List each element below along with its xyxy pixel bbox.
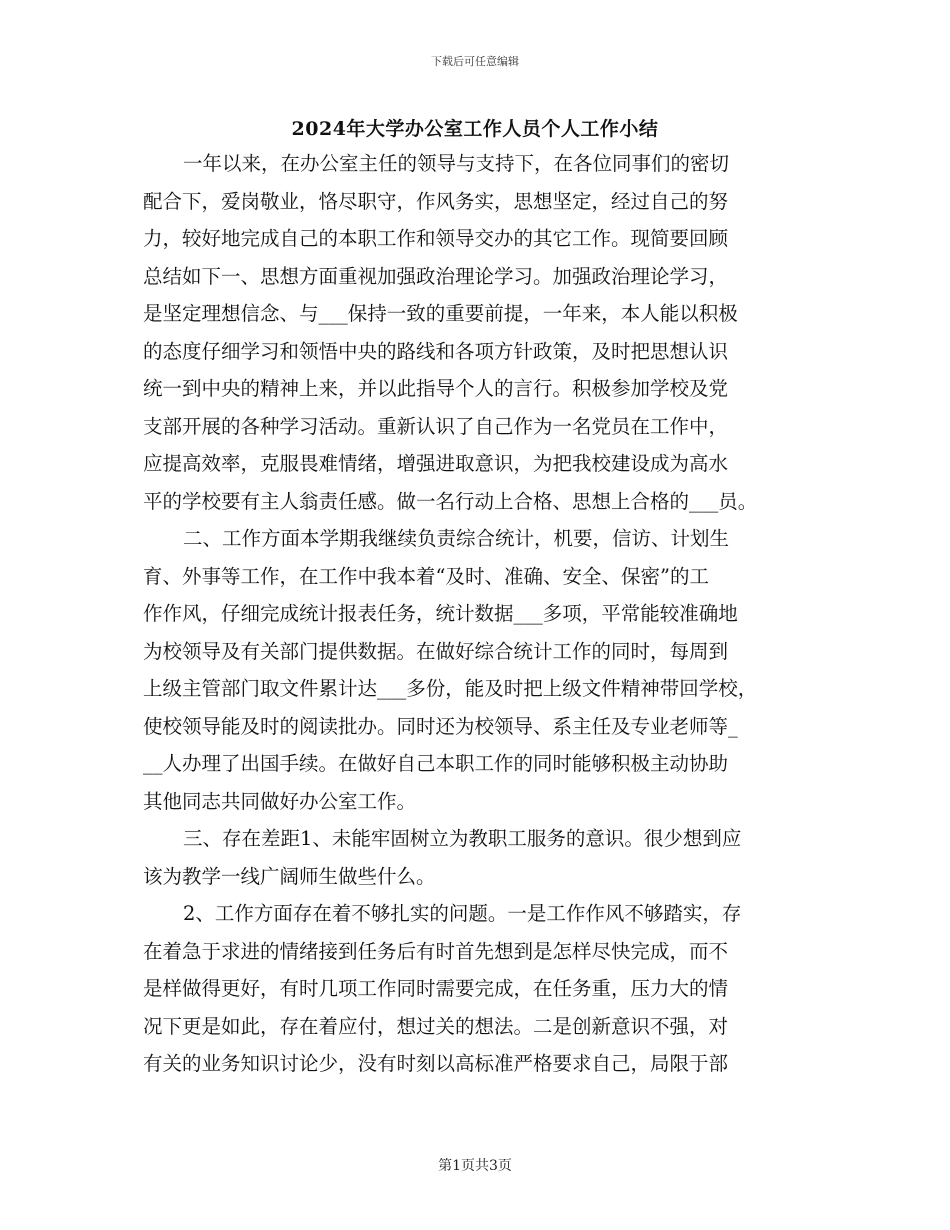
body-line: 平的学校要有主人翁责任感。做一名行动上合格、思想上合格的___员。	[143, 489, 758, 513]
body-line: 二、工作方面本学期我继续负责综合统计，机要，信访、计划生	[183, 527, 730, 550]
body-line: 的态度仔细学习和领悟中央的路线和各项方针政策，及时把思想认识	[143, 339, 729, 363]
body-line: 其他同志共同做好办公室工作。	[143, 789, 417, 813]
body-line: 是样做得更好，有时几项工作同时需要完成，在任务重，压力大的情	[143, 977, 729, 1000]
page-number-footer: 第1页共3页	[438, 1158, 512, 1174]
body-line: 育、外事等工作，在工作中我本着“及时、准确、安全、保密”的工	[143, 564, 709, 588]
document-title: 2024年大学办公室工作人员个人工作小结	[291, 118, 659, 140]
body-line: 应提高效率，克服畏难情绪，增强进取意识，为把我校建设成为高水	[143, 452, 729, 475]
body-line: 总结如下一、思想方面重视加强政治理论学习。加强政治理论学习，	[143, 264, 729, 288]
body-line: 支部开展的各种学习活动。重新认识了自己作为一名党员在工作中，	[143, 414, 729, 438]
body-line: 有关的业务知识讨论少，没有时刻以高标准严格要求自己，局限于部	[143, 1052, 729, 1075]
body-line: 该为教学一线广阔师生做些什么。	[143, 864, 436, 888]
body-line: 是坚定理想信念、与___保持一致的重要前提，一年来，本人能以积极	[143, 302, 738, 325]
body-line: 在着急于求进的情绪接到任务后有时首先想到是怎样尽快完成，而不	[143, 939, 729, 963]
body-line: 使校领导能及时的阅读批办。同时还为校领导、系主任及专业老师等_	[143, 714, 738, 738]
body-line: 统一到中央的精神上来，并以此指导个人的言行。积极参加学校及党	[143, 377, 729, 400]
body-line: 为校领导及有关部门提供数据。在做好综合统计工作的同时，每周到	[143, 639, 729, 663]
body-line: 一年以来，在办公室主任的领导与支持下，在各位同事们的密切	[183, 152, 730, 175]
body-line: __人办理了出国手续。在做好自己本职工作的同时能够积极主动协助	[143, 752, 729, 775]
body-line: 配合下，爱岗敬业，恪尽职守，作风务实，思想坚定，经过自己的努	[143, 189, 729, 213]
body-line: 上级主管部门取文件累计达___多份，能及时把上级文件精神带回学校，	[143, 677, 758, 700]
body-line: 况下更是如此，存在着应付，想过关的想法。二是创新意识不强，对	[143, 1014, 729, 1038]
body-line: 力，较好地完成自己的本职工作和领导交办的其它工作。现简要回顾	[143, 227, 729, 250]
document-body	[143, 145, 813, 1083]
body-line: 三、存在差距1、未能牢固树立为教职工服务的意识。很少想到应	[183, 827, 742, 850]
body-line: 作作风，仔细完成统计报表任务，统计数据___多项，平常能较准确地	[143, 602, 738, 625]
page-header: 下载后可任意编辑	[431, 55, 519, 68]
body-line: 2、工作方面存在着不够扎实的问题。一是工作作风不够踏实，存	[183, 902, 742, 925]
